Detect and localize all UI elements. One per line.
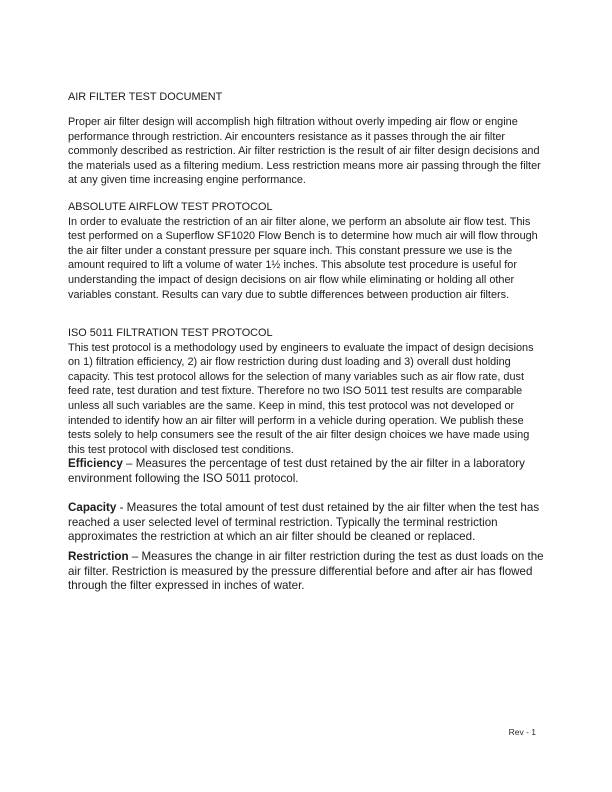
definition-term-capacity: Capacity <box>68 501 117 514</box>
definition-description-efficiency: Measures the percentage of test dust retained by the air filter in a laboratory environment following the ISO 5011 protocol. <box>68 457 525 485</box>
definition-description-restriction: Measures the change in air filter restriction during the test as dust loads on the air filter. Restriction is measured by the pressure differential before and after air has flowed through the filter expressed in inches of water. <box>68 550 544 593</box>
definition-description-capacity: Measures the total amount of test dust retained by the air filter when the test has reached a user selected level of terminal restriction. Typically the terminal restriction approximates the restriction at which an air filter should be cleaned or replaced. <box>68 501 540 544</box>
section-absolute-airflow <box>68 200 546 302</box>
section-iso-5011 <box>68 326 546 457</box>
definition-separator-capacity: - <box>119 501 124 514</box>
definition-restriction <box>68 550 546 594</box>
definition-efficiency <box>68 457 546 486</box>
definition-separator-restriction: – <box>131 550 139 563</box>
section-body-absolute-airflow: In order to evaluate the restriction of an air filter alone, we perform an absolute air flow test. This test performed on a Superflow SF1020 Flow Bench is to determine how much air will flow through the air filter under a constant pressure per square inch. This constant pressure we use is the amount required to lift a volume of water 1½ inches. This absolute test procedure is useful for understanding the impact of design decisions on air flow while eliminating or holding all other variables constant. Results can vary due to subtle differences between production air filters. <box>68 215 538 301</box>
definition-term-restriction: Restriction <box>68 550 129 563</box>
intro-paragraph: Proper air filter design will accomplish high filtration without overly impeding air flow or engine performance through restriction. Air encounters resistance as it passes through the air filter commonly described as restriction. Air filter restriction is the result of air filter design decisions and the materials used as a filtering medium. Less restriction means more air passing through the filter at any given time increasing engine performance. <box>68 116 541 187</box>
definition-capacity <box>68 501 546 545</box>
section-heading-iso-5011: ISO 5011 FILTRATION TEST PROTOCOL <box>68 327 273 339</box>
document-title: AIR FILTER TEST DOCUMENT <box>68 91 223 103</box>
revision-label: Rev - 1 <box>508 727 536 737</box>
definition-separator-efficiency: – <box>126 457 133 470</box>
section-heading-absolute-airflow: ABSOLUTE AIRFLOW TEST PROTOCOL <box>68 201 273 213</box>
section-body-iso-5011: This test protocol is a methodology used by engineers to evaluate the impact of design decisions on 1) filtration efficiency, 2) air flow restriction during dust loading and 3) overall dust holding capacity. This test protocol allows for the selection of many variables such as air flow rate, dust feed rate, test duration and test fixture. Therefore no two ISO 5011 test results are comparable unless all such variables are the same. Keep in mind, this test protocol was not developed or intended to identify how an air filter will perform in a vehicle during operation. We publish these tests solely to help consumers see the result of the air filter design choices we have made using this test protocol with disclosed test conditions. <box>68 341 534 456</box>
definition-term-efficiency: Efficiency <box>68 457 123 470</box>
